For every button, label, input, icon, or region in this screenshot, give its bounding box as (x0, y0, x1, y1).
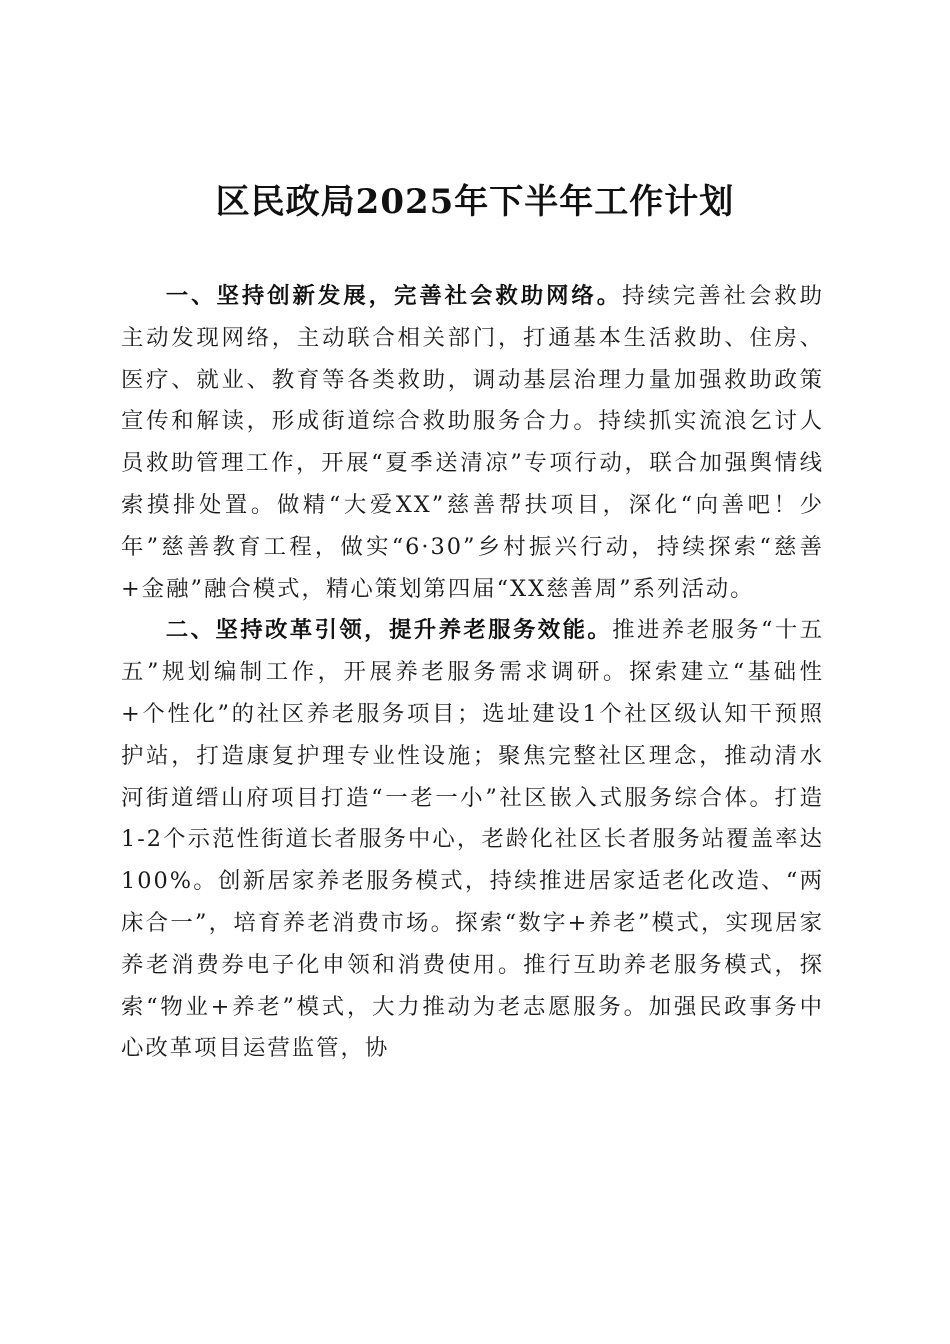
section-text-2: 推进养老服务“十五五”规划编制工作，开展养老服务需求调研。探索建立“基础性+个性化”的社区养老服务项目；选址建设1个社区级认知干预照护站，打造康复护理专业性设施；聚焦完整社区理念，推动清水河街道缙山府项目打造“一老一小”社区嵌入式服务综合体。打造1-2个示范性街道长者服务中心，老龄化社区长者服务站覆盖率达100%。创新居家养老服务模式，持续推进居家适老化改造、“两床合一”，培育养老消费市场。探索“数字+养老”模式，实现居家养老消费券电子化申领和消费使用。推行互助养老服务模式，探索“物业+养老”模式，大力推动为老志愿服务。加强民政事务中心改革项目运营监管，协 (121, 617, 825, 1062)
section-heading-1: 一、坚持创新发展，完善社会救助网络。 (165, 283, 623, 309)
section-paragraph-1 (121, 276, 824, 610)
document-body (121, 276, 824, 1070)
section-text-1: 持续完善社会救助主动发现网络，主动联合相关部门，打通基本生活救助、住房、医疗、就业、教育等各类救助，调动基层治理力量加强救助政策宣传和解读，形成街道综合救助服务合力。持续抓实流浪乞讨人员救助管理工作，开展“夏季送清凉”专项行动，联合加强舆情线索摸排处置。做精“大爱XX”慈善帮扶项目，深化“向善吧！少年”慈善教育工程，做实“6·30”乡村振兴行动，持续探索“慈善+金融”融合模式，精心策划第四届“XX慈善周”系列活动。 (121, 283, 825, 602)
document-title: 区民政局2025年下半年工作计划 (215, 182, 735, 222)
section-paragraph-2 (121, 610, 824, 1070)
section-heading-2: 二、坚持改革引领，提升养老服务效能。 (165, 617, 613, 644)
